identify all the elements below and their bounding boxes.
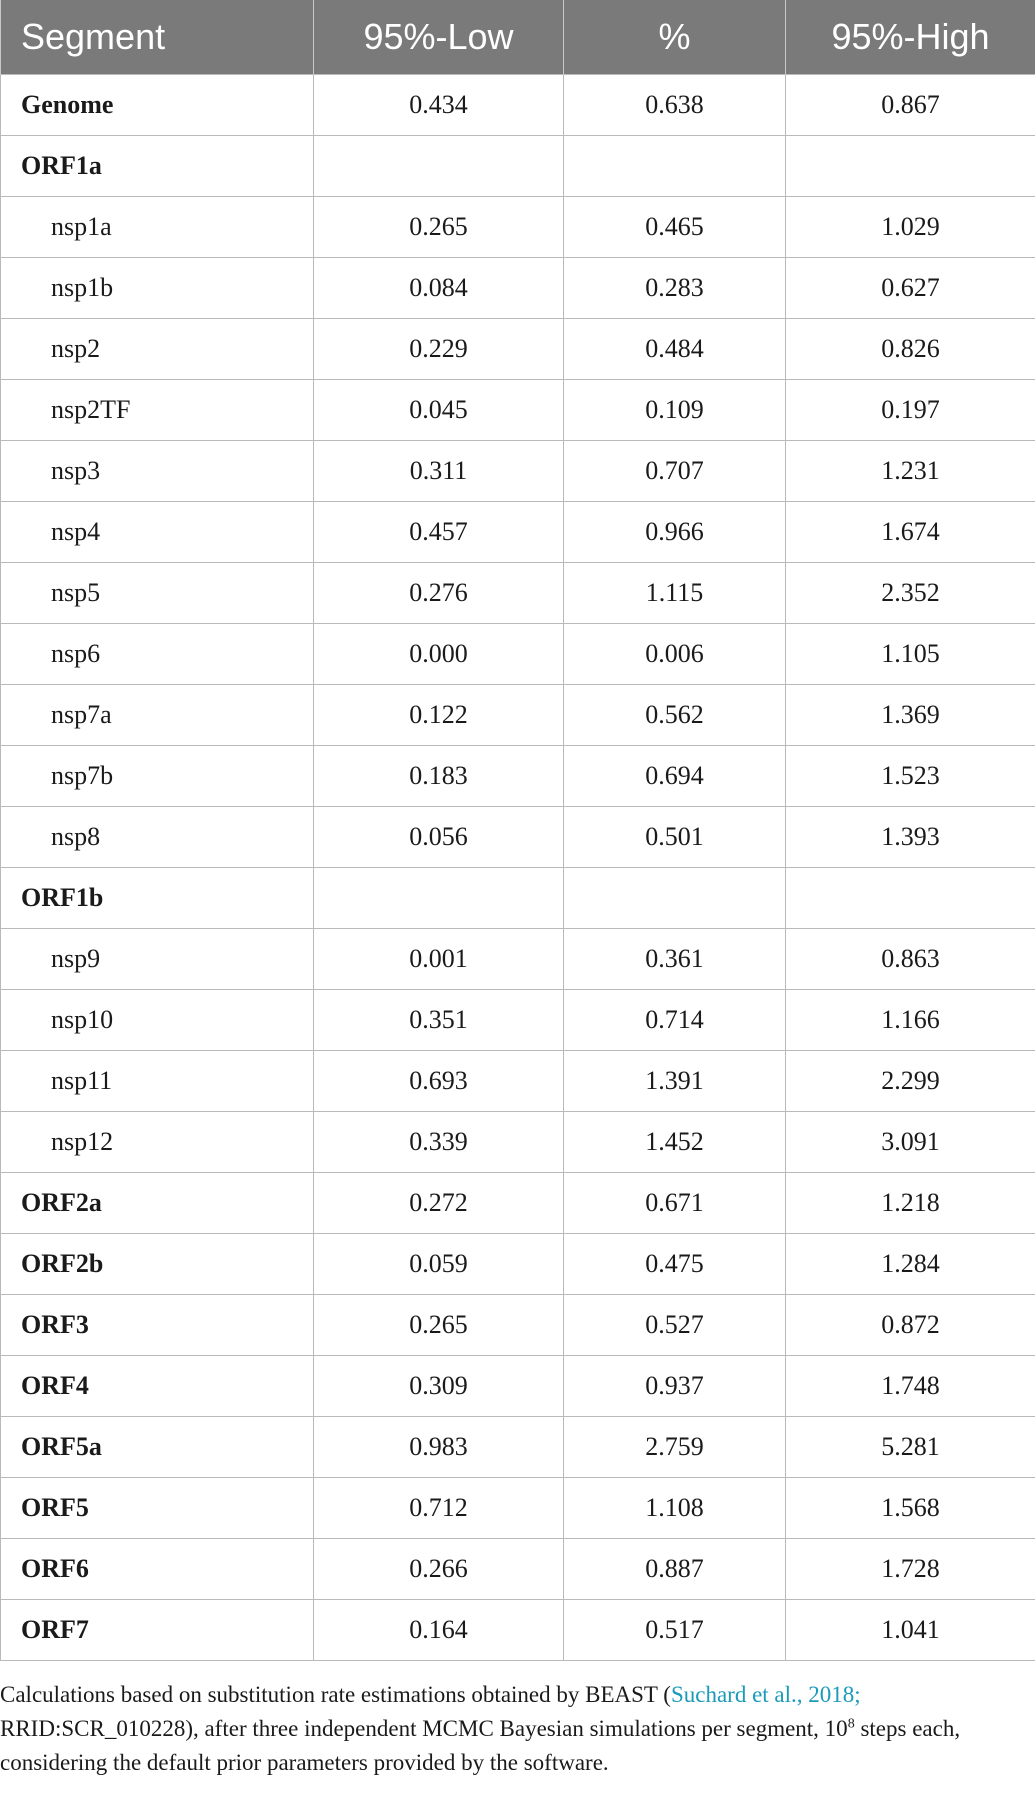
percent-value-cell [564, 868, 786, 929]
percent-value-cell: 0.562 [564, 685, 786, 746]
segment-cell: Genome [1, 75, 314, 136]
segment-cell: nsp4 [1, 502, 314, 563]
table-footnote [0, 1678, 1035, 1780]
table-row [1, 1417, 1035, 1478]
table-row [1, 1356, 1035, 1417]
segment-cell: nsp9 [1, 929, 314, 990]
high-value-cell: 0.627 [786, 258, 1035, 319]
segment-cell: nsp7a [1, 685, 314, 746]
segment-cell: nsp1b [1, 258, 314, 319]
percent-value-cell: 0.283 [564, 258, 786, 319]
segment-cell: ORF3 [1, 1295, 314, 1356]
high-value-cell: 1.231 [786, 441, 1035, 502]
percent-value-cell: 0.484 [564, 319, 786, 380]
low-value-cell: 0.084 [314, 258, 564, 319]
table-row [1, 1478, 1035, 1539]
high-value-cell: 2.352 [786, 563, 1035, 624]
percent-value-cell: 1.108 [564, 1478, 786, 1539]
low-value-cell: 0.056 [314, 807, 564, 868]
table-row [1, 258, 1035, 319]
high-value-cell: 1.523 [786, 746, 1035, 807]
percent-value-cell: 0.887 [564, 1539, 786, 1600]
high-value-cell: 2.299 [786, 1051, 1035, 1112]
percent-value-cell: 0.006 [564, 624, 786, 685]
low-value-cell: 0.272 [314, 1173, 564, 1234]
table-row [1, 1600, 1035, 1661]
header-row [1, 0, 1035, 75]
low-value-cell: 0.164 [314, 1600, 564, 1661]
low-value-cell: 0.309 [314, 1356, 564, 1417]
low-value-cell: 0.434 [314, 75, 564, 136]
percent-value-cell [564, 136, 786, 197]
low-value-cell: 0.457 [314, 502, 564, 563]
segment-cell: nsp12 [1, 1112, 314, 1173]
table-row [1, 1112, 1035, 1173]
table-body [1, 75, 1035, 1661]
high-value-cell: 0.826 [786, 319, 1035, 380]
table-row [1, 502, 1035, 563]
percent-value-cell: 0.517 [564, 1600, 786, 1661]
percent-value-cell: 0.707 [564, 441, 786, 502]
segment-cell: ORF7 [1, 1600, 314, 1661]
segment-cell: ORF2a [1, 1173, 314, 1234]
segment-cell: nsp6 [1, 624, 314, 685]
table-row [1, 380, 1035, 441]
header-percent: % [564, 0, 786, 75]
high-value-cell: 0.863 [786, 929, 1035, 990]
table-row [1, 136, 1035, 197]
high-value-cell: 1.029 [786, 197, 1035, 258]
table-row [1, 990, 1035, 1051]
low-value-cell: 0.122 [314, 685, 564, 746]
segment-cell: ORF1b [1, 868, 314, 929]
percent-value-cell: 0.527 [564, 1295, 786, 1356]
low-value-cell: 0.339 [314, 1112, 564, 1173]
table-row [1, 563, 1035, 624]
high-value-cell: 1.674 [786, 502, 1035, 563]
high-value-cell: 0.197 [786, 380, 1035, 441]
low-value-cell: 0.059 [314, 1234, 564, 1295]
percent-value-cell: 0.109 [564, 380, 786, 441]
footnote-text-before: Calculations based on substitution rate estimations obtained by BEAST ( [0, 1682, 671, 1707]
table-row [1, 624, 1035, 685]
low-value-cell: 0.351 [314, 990, 564, 1051]
percent-value-cell: 0.501 [564, 807, 786, 868]
high-value-cell: 1.166 [786, 990, 1035, 1051]
low-value-cell: 0.183 [314, 746, 564, 807]
segment-cell: nsp11 [1, 1051, 314, 1112]
high-value-cell: 1.728 [786, 1539, 1035, 1600]
percent-value-cell: 0.694 [564, 746, 786, 807]
table-header [1, 0, 1035, 75]
segment-cell: ORF4 [1, 1356, 314, 1417]
percent-value-cell: 0.937 [564, 1356, 786, 1417]
table-row [1, 685, 1035, 746]
low-value-cell: 0.265 [314, 1295, 564, 1356]
low-value-cell: 0.000 [314, 624, 564, 685]
high-value-cell [786, 868, 1035, 929]
segment-cell: ORF6 [1, 1539, 314, 1600]
percent-value-cell: 0.966 [564, 502, 786, 563]
segment-cell: nsp2TF [1, 380, 314, 441]
low-value-cell: 0.001 [314, 929, 564, 990]
percent-value-cell: 0.638 [564, 75, 786, 136]
table-row [1, 746, 1035, 807]
high-value-cell: 0.872 [786, 1295, 1035, 1356]
table-row [1, 868, 1035, 929]
high-value-cell: 3.091 [786, 1112, 1035, 1173]
segment-cell: nsp8 [1, 807, 314, 868]
percent-value-cell: 0.475 [564, 1234, 786, 1295]
low-value-cell: 0.983 [314, 1417, 564, 1478]
segment-cell: ORF1a [1, 136, 314, 197]
table-row [1, 1295, 1035, 1356]
segment-cell: nsp5 [1, 563, 314, 624]
percent-value-cell: 2.759 [564, 1417, 786, 1478]
high-value-cell: 1.218 [786, 1173, 1035, 1234]
low-value-cell: 0.229 [314, 319, 564, 380]
header-segment: Segment [1, 0, 314, 75]
segment-cell: nsp10 [1, 990, 314, 1051]
table-row [1, 319, 1035, 380]
footnote-text-after: steps each, considering the default prior parameters provided by the software. [0, 1716, 961, 1775]
high-value-cell: 0.867 [786, 75, 1035, 136]
low-value-cell: 0.276 [314, 563, 564, 624]
table-row [1, 1173, 1035, 1234]
high-value-cell: 1.105 [786, 624, 1035, 685]
high-value-cell: 1.041 [786, 1600, 1035, 1661]
low-value-cell [314, 136, 564, 197]
segment-cell: ORF5 [1, 1478, 314, 1539]
high-value-cell [786, 136, 1035, 197]
header-95-high: 95%-High [786, 0, 1035, 75]
segment-cell: nsp1a [1, 197, 314, 258]
low-value-cell: 0.712 [314, 1478, 564, 1539]
percent-value-cell: 0.714 [564, 990, 786, 1051]
high-value-cell: 1.748 [786, 1356, 1035, 1417]
percent-value-cell: 1.452 [564, 1112, 786, 1173]
segment-cell: nsp7b [1, 746, 314, 807]
high-value-cell: 1.393 [786, 807, 1035, 868]
high-value-cell: 5.281 [786, 1417, 1035, 1478]
low-value-cell: 0.311 [314, 441, 564, 502]
table-row [1, 75, 1035, 136]
header-95-low: 95%-Low [314, 0, 564, 75]
low-value-cell: 0.693 [314, 1051, 564, 1112]
low-value-cell: 0.266 [314, 1539, 564, 1600]
table-row [1, 197, 1035, 258]
high-value-cell: 1.369 [786, 685, 1035, 746]
table-row [1, 1051, 1035, 1112]
low-value-cell: 0.045 [314, 380, 564, 441]
segment-cell: ORF5a [1, 1417, 314, 1478]
percent-value-cell: 0.361 [564, 929, 786, 990]
table-row [1, 929, 1035, 990]
low-value-cell [314, 868, 564, 929]
percent-value-cell: 0.465 [564, 197, 786, 258]
high-value-cell: 1.568 [786, 1478, 1035, 1539]
table-row [1, 1539, 1035, 1600]
footnote-superscript: 8 [847, 1716, 855, 1732]
citation-link[interactable]: Suchard et al., 2018; [670, 1682, 861, 1707]
table-row [1, 441, 1035, 502]
table-row [1, 807, 1035, 868]
segment-cell: nsp3 [1, 441, 314, 502]
percent-value-cell: 1.115 [564, 563, 786, 624]
segment-cell: nsp2 [1, 319, 314, 380]
table-row [1, 1234, 1035, 1295]
percent-value-cell: 0.671 [564, 1173, 786, 1234]
high-value-cell: 1.284 [786, 1234, 1035, 1295]
percent-value-cell: 1.391 [564, 1051, 786, 1112]
footnote-text-middle: RRID:SCR_010228), after three independent MCMC Bayesian simulations per segment, 10 [0, 1716, 848, 1741]
segment-cell: ORF2b [1, 1234, 314, 1295]
low-value-cell: 0.265 [314, 197, 564, 258]
